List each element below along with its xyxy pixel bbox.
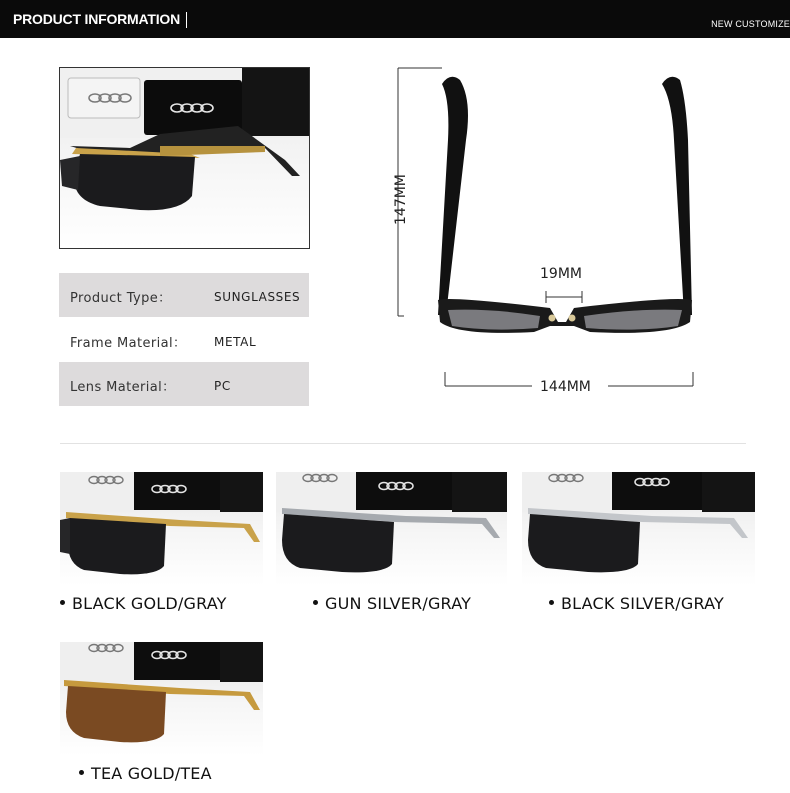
variant-image-black-gold[interactable] (60, 472, 263, 586)
header-tagline: NEW CUSTOMIZE (711, 19, 790, 29)
spec-row-product-type (59, 273, 309, 317)
title-separator (186, 12, 187, 28)
variant-image-gun-silver[interactable] (276, 472, 507, 586)
spec-row-frame-material (59, 318, 309, 362)
bullet-icon (60, 600, 65, 605)
header-bar (0, 0, 790, 38)
spec-label: Lens Material： (70, 380, 176, 395)
variant-image-tea-gold[interactable] (60, 642, 263, 756)
spec-label: Product Type： (70, 291, 172, 306)
variant-name: BLACK SILVER/GRAY (561, 594, 725, 613)
spec-label: Frame Material： (70, 336, 187, 351)
variant-name: GUN SILVER/GRAY (325, 594, 472, 613)
bridge-dimension: 19MM (540, 266, 582, 282)
variant-label-black-gold (60, 594, 227, 613)
bullet-icon (549, 600, 554, 605)
height-dimension: 147MM (393, 174, 409, 225)
section-divider (60, 443, 746, 444)
spec-value: METAL (214, 335, 257, 349)
dimension-diagram (390, 60, 730, 400)
variant-label-black-silver (549, 594, 724, 613)
spec-value: PC (214, 379, 231, 393)
main-product-image (59, 67, 310, 249)
variant-image-black-silver[interactable] (522, 472, 755, 586)
spec-row-lens-material (59, 362, 309, 406)
variant-label-gun-silver (313, 594, 471, 613)
width-dimension: 144MM (540, 379, 591, 395)
variant-name: BLACK GOLD/GRAY (72, 594, 227, 613)
bullet-icon (313, 600, 318, 605)
spec-value: SUNGLASSES (214, 290, 301, 304)
bullet-icon (79, 770, 84, 775)
variant-name: TEA GOLD/TEA (91, 764, 212, 783)
section-title: PRODUCT INFORMATION (13, 11, 181, 27)
variant-label-tea-gold (79, 764, 212, 783)
